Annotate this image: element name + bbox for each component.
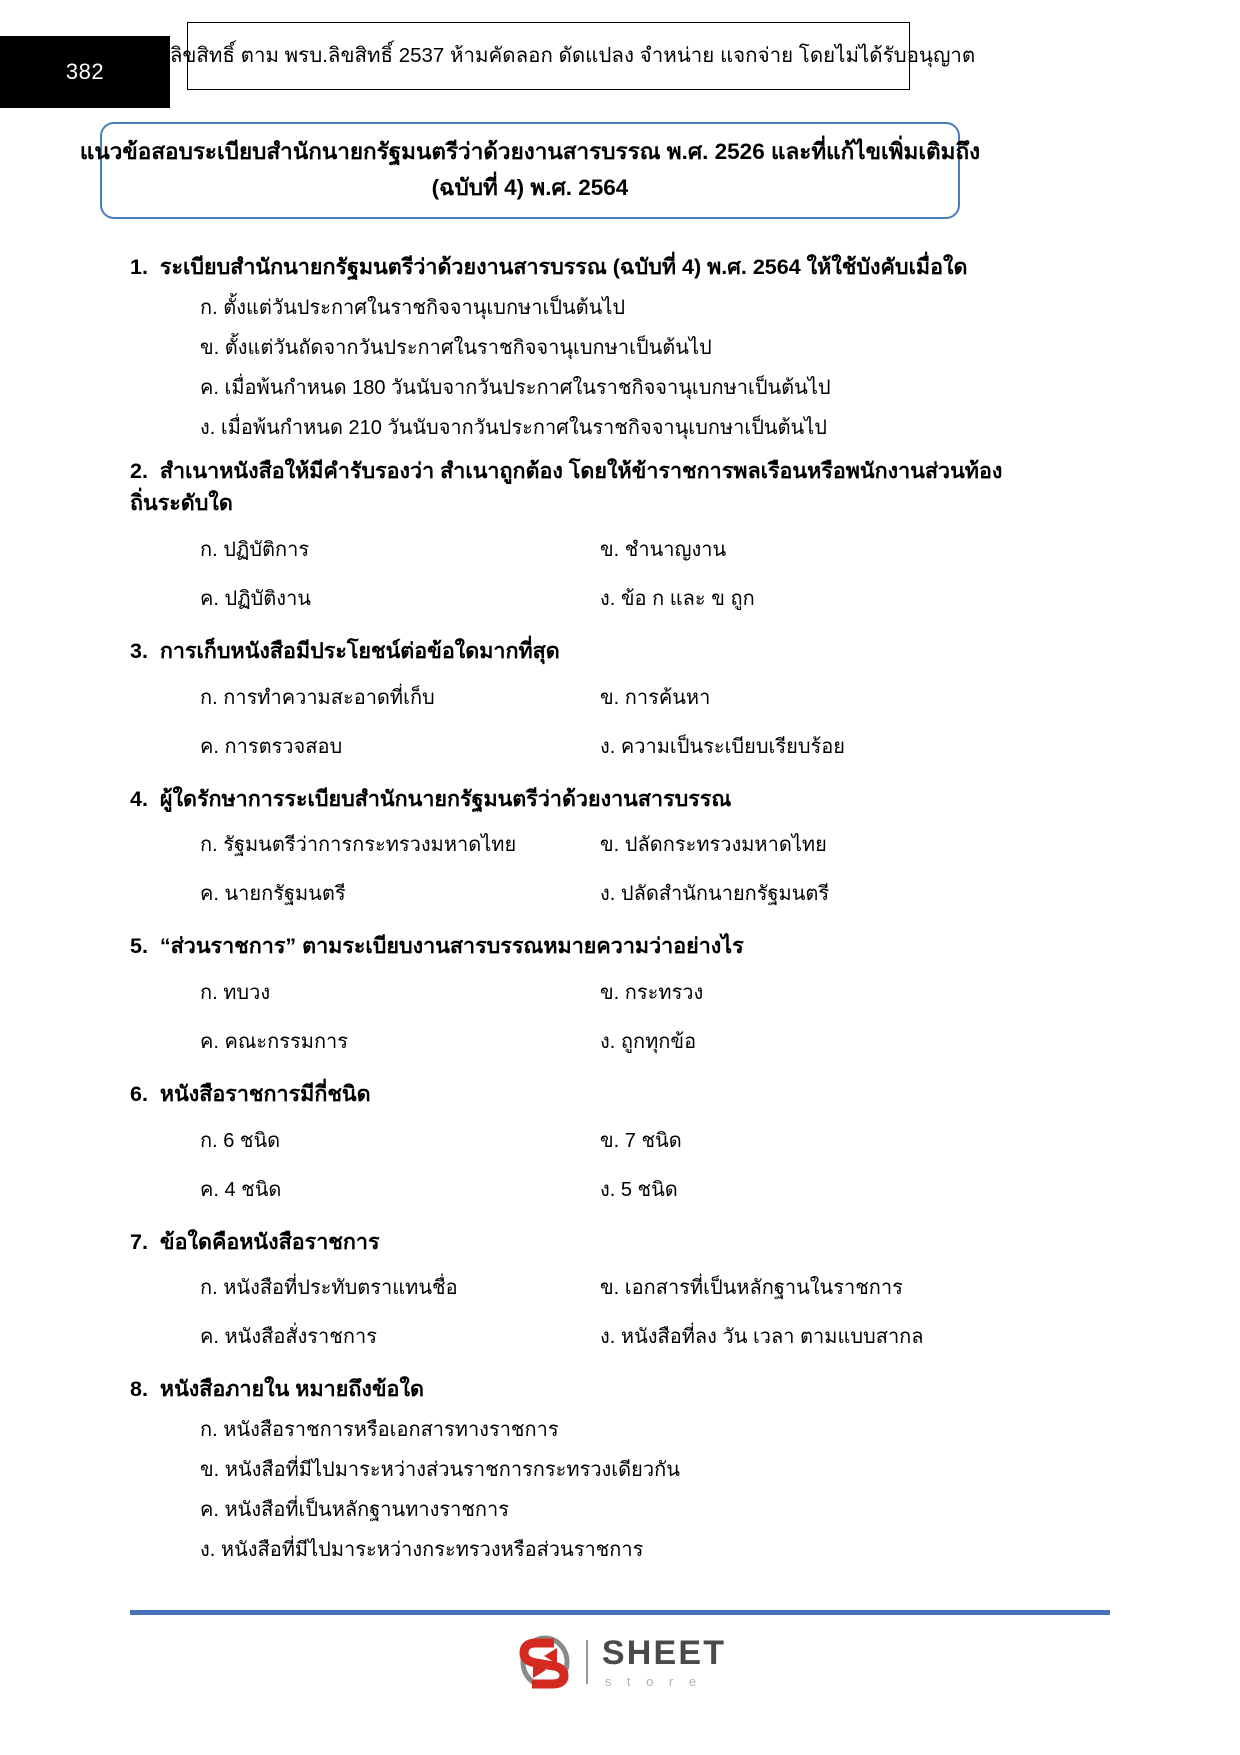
answer-option[interactable]: ง. ความเป็นระเบียบเรียบร้อย <box>600 735 845 758</box>
option-grid <box>130 1264 1030 1362</box>
question-text: ผู้ใดรักษาการระเบียบสำนักนายกรัฐมนตรีว่าด้วยงานสารบรรณ <box>159 786 732 811</box>
answer-option[interactable]: ก. ทบวง <box>200 982 271 1005</box>
page-header <box>0 22 1240 90</box>
answer-option[interactable]: ค. หนังสือที่เป็นหลักฐานทางราชการ <box>200 1499 510 1522</box>
question-block <box>130 930 1030 1067</box>
answer-option[interactable]: ก. ตั้งแต่วันประกาศในราชกิจจานุเบกษาเป็นต้นไป <box>200 296 626 319</box>
answer-option[interactable]: ค. คณะกรรมการ <box>200 1031 349 1054</box>
questions-list <box>130 240 1030 1575</box>
answer-option[interactable]: ง. ข้อ ก และ ข ถูก <box>600 588 755 611</box>
answer-option[interactable]: ข. ชำนาญงาน <box>600 539 727 562</box>
exam-title-line-2: (ฉบับที่ 4) พ.ศ. 2564 <box>431 175 629 201</box>
question-text: หนังสือราชการมีกี่ชนิด <box>159 1082 371 1107</box>
answer-option[interactable]: ข. หนังสือที่มีไปมาระหว่างส่วนราชการกระทรวงเดียวกัน <box>200 1459 680 1482</box>
logo-wordmark <box>602 1636 726 1688</box>
question-block <box>130 635 1030 772</box>
exam-title-line-1: แนวข้อสอบระเบียบสำนักนายกรัฐมนตรีว่าด้วยงานสารบรรณ พ.ศ. 2526 และที่แก้ไขเพิ่มเติมถึง <box>79 139 981 164</box>
question-block <box>130 783 1030 920</box>
answer-option[interactable]: ค. นายกรัฐมนตรี <box>200 883 346 906</box>
question-stem <box>130 783 1030 816</box>
question-stem <box>130 930 1030 963</box>
question-block <box>130 1226 1030 1363</box>
answer-option[interactable]: ง. 5 ชนิด <box>600 1178 678 1201</box>
answer-option[interactable]: ง. ปลัดสำนักนายกรัฐมนตรี <box>600 883 830 906</box>
question-block <box>130 1078 1030 1215</box>
answer-option[interactable]: ก. 6 ชนิด <box>200 1129 281 1152</box>
answer-option[interactable]: ข. ปลัดกระทรวงมหาดไทย <box>600 834 827 857</box>
answer-option[interactable]: ก. ปฏิบัติการ <box>200 539 310 562</box>
question-stem <box>130 455 1030 520</box>
answer-option[interactable]: ค. การตรวจสอบ <box>200 735 343 758</box>
question-text: การเก็บหนังสือมีประโยชน์ต่อข้อใดมากที่สุด <box>159 639 560 664</box>
exam-title-box <box>79 122 981 219</box>
option-grid <box>130 674 1030 772</box>
answer-option[interactable]: ง. ถูกทุกข้อ <box>600 1031 697 1054</box>
answer-option[interactable]: ง. เมื่อพ้นกำหนด 210 วันนับจากวันประกาศในราชกิจจานุเบกษาเป็นต้นไป <box>200 416 827 439</box>
answer-option[interactable]: ค. เมื่อพ้นกำหนด 180 วันนับจากวันประกาศในราชกิจจานุเบกษาเป็นต้นไป <box>200 376 831 399</box>
answer-option[interactable]: ง. หนังสือที่ลง วัน เวลา ตามแบบสากล <box>600 1326 924 1349</box>
copyright-notice: สงวนลิขสิทธิ์ ตาม พรบ.ลิขสิทธิ์ 2537 ห้ามคัดลอก ดัดแปลง จำหน่าย แจกจ่าย โดยไม่ได้รับอนุญาต <box>121 43 976 67</box>
brand-subtitle: s t o r e <box>604 1674 703 1689</box>
answer-option[interactable]: ก. หนังสือราชการหรือเอกสารทางราชการ <box>200 1419 559 1442</box>
question-block <box>130 251 1030 444</box>
footer-divider <box>130 1610 1110 1615</box>
question-number: 2. <box>130 458 148 483</box>
option-grid <box>130 1117 1030 1215</box>
answer-option[interactable]: ก. การทำความสะอาดที่เก็บ <box>200 686 435 709</box>
answer-option[interactable]: ง. หนังสือที่มีไปมาระหว่างกระทรวงหรือส่วนราชการ <box>200 1539 644 1562</box>
logo-divider <box>586 1640 588 1684</box>
question-number: 7. <box>130 1229 148 1254</box>
answer-option[interactable]: ค. ปฏิบัติงาน <box>200 588 311 611</box>
page-number-badge: 382 <box>0 36 170 108</box>
answer-option[interactable]: ข. กระทรวง <box>600 982 704 1005</box>
question-number: 4. <box>130 786 148 811</box>
answer-option[interactable]: ค. หนังสือสั่งราชการ <box>200 1326 377 1349</box>
brand-name: SHEET <box>601 1634 727 1672</box>
copyright-box <box>121 22 976 90</box>
option-grid <box>130 821 1030 919</box>
answer-option[interactable]: ข. ตั้งแต่วันถัดจากวันประกาศในราชกิจจานุเบกษาเป็นต้นไป <box>200 336 712 359</box>
question-block <box>130 1373 1030 1566</box>
question-number: 3. <box>130 639 148 664</box>
question-text: สำเนาหนังสือให้มีคำรับรองว่า สำเนาถูกต้อง โดยให้ข้าราชการพลเรือนหรือพนักงานส่วนท้องถิ่นระดับใด <box>130 458 1003 516</box>
question-text: “ส่วนราชการ” ตามระเบียบงานสารบรรณหมายความว่าอย่างไร <box>159 934 744 959</box>
answer-option[interactable]: ข. เอกสารที่เป็นหลักฐานในราชการ <box>600 1277 903 1300</box>
question-stem <box>130 251 1030 284</box>
answer-option[interactable]: ค. 4 ชนิด <box>200 1178 282 1201</box>
answer-option[interactable]: ข. การค้นหา <box>600 686 711 709</box>
question-stem <box>130 1226 1030 1259</box>
question-text: ข้อใดคือหนังสือราชการ <box>159 1229 380 1254</box>
question-number: 5. <box>130 934 148 959</box>
question-stem <box>130 1373 1030 1406</box>
footer-logo <box>0 1634 1240 1690</box>
question-number: 6. <box>130 1082 148 1107</box>
question-stem <box>130 635 1030 668</box>
question-number: 1. <box>130 255 148 279</box>
answer-option[interactable]: ก. หนังสือที่ประทับตราแทนชื่อ <box>200 1277 458 1300</box>
option-grid <box>130 526 1030 624</box>
option-grid <box>130 969 1030 1067</box>
question-block <box>130 455 1030 624</box>
question-text: ระเบียบสำนักนายกรัฐมนตรีว่าด้วยงานสารบรรณ (ฉบับที่ 4) พ.ศ. 2564 ให้ใช้บังคับเมื่อใด <box>159 255 968 279</box>
answer-option[interactable]: ข. 7 ชนิด <box>600 1129 682 1152</box>
sheet-store-logo-icon <box>514 1634 576 1690</box>
question-text: หนังสือภายใน หมายถึงข้อใด <box>159 1377 424 1402</box>
question-number: 8. <box>130 1377 148 1402</box>
answer-option[interactable]: ก. รัฐมนตรีว่าการกระทรวงมหาดไทย <box>200 834 517 857</box>
question-stem <box>130 1078 1030 1111</box>
